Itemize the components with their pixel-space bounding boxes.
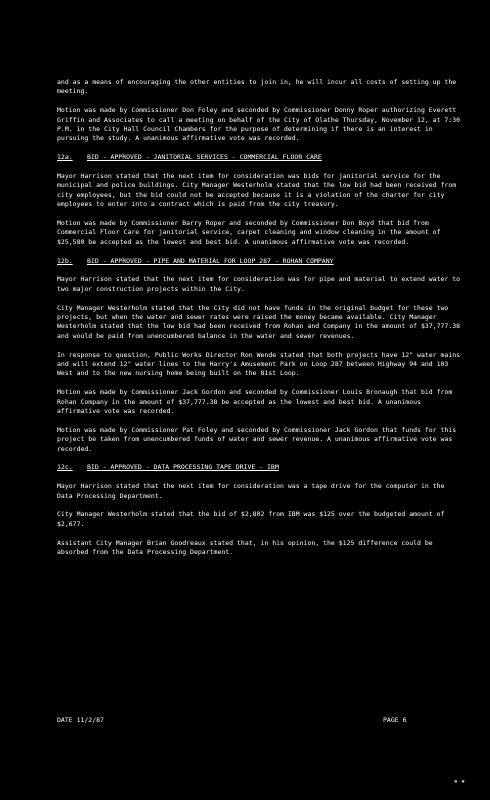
section-title: BID - APPROVED - PIPE AND MATERIAL FOR LOOP 287 - ROHAN COMPANY: [87, 256, 334, 265]
section-12a-heading: [57, 153, 463, 162]
section-12b-paragraph: Motion was made by Commissioner Pat Foley and seconded by Commissioner Jack Gordon that funds for this project be taken from unencumbered funds of water and sewer revenue. A unanimous affirmative vote was recorded.: [57, 425, 457, 453]
section-12b-paragraph: City Manager Westerholm stated that the City did not have funds in the original budget for these two projects, but when the water and sewer rates were raised the money became available. City Manager Westerholm stated that the low bid had been received from Rohan and Company in the amount of $37,777.38 and would be paid from unencumbered balance in the water and sewer revenues.: [57, 303, 461, 340]
scan-mark: ▪ ▪: [454, 778, 465, 785]
section-12a-paragraph: Mayor Harrison stated that the next item for consideration was bids for janitorial service for the municipal and police buildings. City Manager Westerholm stated that the low bid had been received from city employees, but the bid could not be accepted because it is a violation of the charter for city employees to enter into a contract which is paid from the city treasury.: [57, 172, 457, 209]
section-title: BID - APPROVED - DATA PROCESSING TAPE DRIVE - IBM: [87, 463, 279, 472]
section-12b-paragraph: Mayor Harrison stated that the next item for consideration was for pipe and material to extend water to two major construction projects within the City.: [57, 275, 461, 293]
section-12c-heading: [57, 463, 463, 472]
section-12c-paragraph: City Manager Westerholm stated that the bid of $2,802 from IBM was $125 over the budgeted amount of $2,677.: [57, 510, 445, 528]
section-number: 12a.: [57, 153, 73, 162]
motion-paragraph: Motion was made by Commissioner Don Foley and seconded by Commissioner Donny Roper authorizing Everett Griffin and Associates to call a meeting on behalf of the City of Olathe Thursday, November 12, at 7:30 P.M. in the City Hall Council Chambers for the purpose of determining if there is an interest in pursuing the study. A unanimous affirmative vote was recorded.: [57, 106, 461, 143]
section-title: BID - APPROVED - JANITORIAL SERVICES - COMMERCIAL FLOOR CARE: [87, 153, 322, 162]
section-12b-paragraph: In response to question, Public Works Director Ron Wende stated that both projects have 12" water mains and will extend 12" water lines to the Harry's Amusement Park on Loop 287 between Highway 94 and 103 West and to the new nursing home being built on the 81st Loop.: [57, 350, 461, 378]
intro-paragraph: and as a means of encouraging the other entities to join in, he will incur all costs of setting up the meeting.: [57, 78, 457, 96]
page-footer: [57, 716, 417, 725]
minutes-page: [57, 78, 463, 567]
section-number: 12c.: [57, 463, 73, 472]
footer-page-number: PAGE 6: [383, 716, 407, 724]
section-12a-paragraph: Motion was made by Commissioner Barry Roper and seconded by Commissioner Don Boyd that bid from Commercial Floor Care for janitorial service, carpet cleaning and window cleaning in the amount of $25,580 be accepted as the lowest and best bid. A unanimous affirmative vote was recorded.: [57, 219, 441, 246]
section-12b-paragraph: Motion was made by Commissioner Jack Gordon and seconded by Commissioner Louis Bronaugh that bid from Rohan Company in the amount of $37,777.38 be accepted as the lowest and best bid. A unanimous affirmative vote was recorded.: [57, 388, 453, 416]
footer-date: DATE 11/2/87: [57, 716, 104, 724]
section-12b-heading: [57, 257, 463, 266]
section-12c-paragraph: Assistant City Manager Brian Goodreaux stated that, in his opinion, the $125 difference could be absorbed from the Data Processing Department.: [57, 538, 433, 557]
section-number: 12b.: [57, 256, 73, 265]
section-12c-paragraph: Mayor Harrison stated that the next item for consideration was a tape drive for the computer in the Data Processing Department.: [57, 482, 445, 500]
